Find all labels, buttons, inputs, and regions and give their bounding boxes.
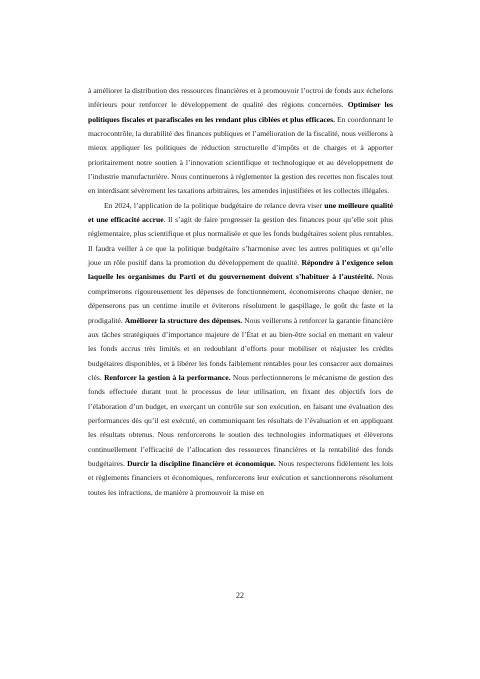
text-run: Nous comprimerons rigoureusement les dépenses de fonctionnement, économiserons chaque denier, ne dépenserons pas un centime inutile et éviterons résolument le gaspillage, le goût du faste et la prodigalité. [88, 272, 393, 325]
text-run: En 2024, l’application de la politique budgétaire de relance devra viser [104, 200, 325, 210]
page-number: 22 [236, 591, 244, 600]
text-run: à améliorer la distribution des ressources financières et à promouvoir l’octroi de fonds aux échelons inférieurs pour renforcer le développement de qualité des régions concernées. [88, 86, 393, 110]
bold-heading: Améliorer la structure des dépenses. [124, 315, 243, 325]
bold-heading: Répondre à l’exigence selon laquelle les organismes du Parti et du gouvernement doivent s’habituer à l’austérité. [88, 258, 394, 282]
paragraph-1 [88, 84, 393, 199]
text-run: Nous perfectionnerons le mécanisme de gestion des fonds effectuée durant tout le processus de leur utilisation, en fixant des objectifs lors de l’élaboration d’un budget, en exerçant un contrôle sur son exécution, en faisant une évaluation des performances dès qu’il est exécuté, en communiquant les résultats de l’évaluation et en appliquant les résultats obtenus. Nous renforcerons le soutien des technologies informatiques et élèverons continuellement l’efficacité de l’allocation des ressources financières et la rentabilité des fonds budgétaires. [88, 372, 394, 468]
bold-heading: Renforcer la gestion à la performance. [104, 372, 231, 382]
bold-heading: Optimiser les politiques fiscales et parafiscales en les rendant plus ciblées et plus efficaces. [88, 100, 393, 124]
bold-heading: Durcir la discipline financière et économique. [127, 458, 276, 468]
body-text [88, 84, 393, 500]
paragraph-2 [88, 199, 393, 500]
text-run: Nous respecterons fidèlement les lois et règlements financiers et économiques, renforcerons leur exécution et sanctionnerons résolument toutes les infractions, de manière à promouvoir la mise en [88, 458, 393, 497]
text-run: Nous veillerons à renforcer la garantie financière aux tâches stratégiques d’importance majeure de l’État et au bien-être social en mettant en valeur les fonds accrus très limités et en redoublant d’efforts pour mobiliser et réajuster les crédits budgétaires disponibles, et à libérer les fonds faiblement rentables pour les consacrer aux domaines clés. [88, 315, 393, 382]
text-run: En coordonnant le macrocontrôle, la durabilité des finances publiques et l’amélioration de la fiscalité, nous veillerons à mieux appliquer les politiques de réduction structurelle d’impôts et de charges et à apporter prioritairement notre soutien à l’innovation scientifique et technologique et au développement de l’industrie manufacturière. Nous continuerons à réglementer la gestion des recettes non fiscales tout en interdisant sévèrement les taxations arbitraires, les amendes injustifiées et les collectes illégales. [88, 114, 393, 196]
text-run: . Il s’agit de faire progresser la gestion des finances pour qu’elle soit plus réglementaire, plus scientifique et plus normalisée et que les fonds budgétaires soient plus rentables. Il faudra veiller à ce que la politique budgétaire s’harmonise avec les autres politiques et qu’elle joue un rôle positif dans la promotion du développement de qualité. [88, 215, 393, 268]
bold-phrase: une meilleure qualité et une efficacité accrue [88, 200, 394, 225]
